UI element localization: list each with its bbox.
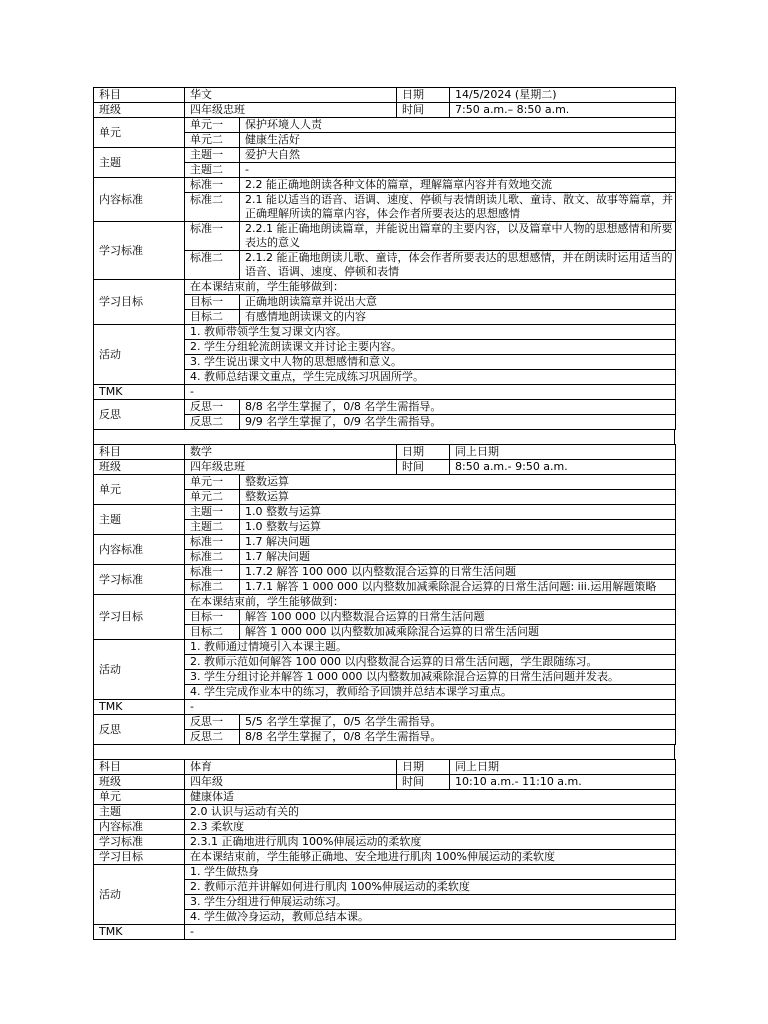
activity-step: 1. 学生做热身	[185, 865, 676, 880]
sub-label: 主题一	[185, 505, 240, 520]
activity-step: 2. 学生分组轮流朗读课文并讨论主要内容。	[185, 340, 676, 355]
sub-label: 标准二	[185, 193, 240, 222]
date-value: 同上日期	[450, 445, 676, 460]
sub-value: 解答 1 000 000 以内整数加减乘除混合运算的日常生活问题	[240, 625, 676, 640]
section-row	[94, 178, 676, 193]
sub-value: 2.2 能正确地朗读各种文体的篇章，理解篇章内容并有效地交流	[240, 178, 676, 193]
section-row	[94, 222, 676, 251]
section-label: 反思	[94, 400, 185, 430]
sub-value: 1.0 整数与运算	[240, 520, 676, 535]
section-row	[94, 595, 676, 610]
section-value: 2.3.1 正确地进行肌肉 100%伸展运动的柔软度	[185, 835, 676, 850]
section-row	[94, 850, 676, 865]
sub-label: 单元一	[185, 475, 240, 490]
section-row	[94, 715, 676, 730]
sub-label: 目标二	[185, 625, 240, 640]
sub-value: 9/9 名学生掌握了，0/9 名学生需指导。	[240, 415, 676, 430]
table-spacer	[93, 745, 675, 759]
date-label: 日期	[397, 88, 450, 103]
sub-label: 反思一	[185, 400, 240, 415]
section-value: 2.0 认识与运动有关的	[185, 805, 676, 820]
sub-label: 主题一	[185, 148, 240, 163]
sub-label: 标准一	[185, 178, 240, 193]
sub-value: 有感情地朗读课文的内容	[240, 310, 676, 325]
lesson-plan-table	[93, 87, 676, 430]
class-label: 班级	[94, 775, 185, 790]
section-value: -	[185, 385, 676, 400]
date-value: 14/5/2024 (星期二)	[450, 88, 676, 103]
section-label: 内容标准	[94, 820, 185, 835]
date-value: 同上日期	[450, 760, 676, 775]
section-label: 活动	[94, 640, 185, 700]
sub-label: 单元二	[185, 133, 240, 148]
sub-label: 标准二	[185, 550, 240, 565]
section-row	[94, 280, 676, 295]
activity-step: 4. 学生完成作业本中的练习，教师给予回馈并总结本课学习重点。	[185, 685, 676, 700]
section-label: 反思	[94, 715, 185, 745]
sub-value: 健康生活好	[240, 133, 676, 148]
subject-value: 体育	[185, 760, 397, 775]
class-value: 四年级	[185, 775, 397, 790]
sub-value: 整数运算	[240, 490, 676, 505]
section-row	[94, 385, 676, 400]
sub-value: 爱护大自然	[240, 148, 676, 163]
header-row	[94, 775, 676, 790]
class-value: 四年级忠班	[185, 460, 397, 475]
sub-value: 2.1 能以适当的语音、语调、速度、停顿与表情朗读儿歌、童诗、散文、故事等篇章，并正确理解所读的篇章内容，体会作者所要表达的思想感情	[240, 193, 676, 222]
time-value: 8:50 a.m.- 9:50 a.m.	[450, 460, 676, 475]
section-label: 活动	[94, 865, 185, 925]
sub-label: 反思二	[185, 415, 240, 430]
header-row	[94, 103, 676, 118]
time-value: 10:10 a.m.- 11:10 a.m.	[450, 775, 676, 790]
section-row	[94, 925, 676, 940]
subject-value: 数学	[185, 445, 397, 460]
objective-intro: 在本课结束前，学生能够做到：	[185, 595, 676, 610]
sub-value: 正确地朗读篇章并说出大意	[240, 295, 676, 310]
activity-row	[94, 865, 676, 880]
section-label: 学习目标	[94, 280, 185, 325]
header-row	[94, 88, 676, 103]
section-row	[94, 475, 676, 490]
class-label: 班级	[94, 103, 185, 118]
section-value: -	[185, 925, 676, 940]
lesson-plan-table	[93, 759, 676, 940]
sub-value: 1.0 整数与运算	[240, 505, 676, 520]
sub-value: 8/8 名学生掌握了，0/8 名学生需指导。	[240, 400, 676, 415]
header-row	[94, 445, 676, 460]
section-row	[94, 148, 676, 163]
sub-label: 标准一	[185, 222, 240, 251]
sub-label: 主题二	[185, 163, 240, 178]
sub-label: 反思一	[185, 715, 240, 730]
section-label: 内容标准	[94, 535, 185, 565]
sub-label: 目标二	[185, 310, 240, 325]
section-label: 主题	[94, 148, 185, 178]
sub-value: 1.7.2 解答 100 000 以内整数混合运算的日常生活问题	[240, 565, 676, 580]
plans-container	[93, 87, 675, 940]
sub-label: 单元一	[185, 118, 240, 133]
section-row	[94, 505, 676, 520]
activity-step: 2. 教师示范如何解答 100 000 以内整数混合运算的日常生活问题，学生跟随练习。	[185, 655, 676, 670]
sub-label: 目标一	[185, 610, 240, 625]
section-label: 单元	[94, 118, 185, 148]
time-value: 7:50 a.m.– 8:50 a.m.	[450, 103, 676, 118]
section-label: TMK	[94, 385, 185, 400]
section-label: 学习目标	[94, 850, 185, 865]
sub-value: 保护环境人人责	[240, 118, 676, 133]
sub-label: 标准二	[185, 580, 240, 595]
time-label: 时间	[397, 103, 450, 118]
class-value: 四年级忠班	[185, 103, 397, 118]
lesson-plan-document	[93, 87, 675, 940]
activity-step: 1. 教师带领学生复习课文内容。	[185, 325, 676, 340]
section-label: 内容标准	[94, 178, 185, 222]
activity-step: 3. 学生说出课文中人物的思想感情和意义。	[185, 355, 676, 370]
date-label: 日期	[397, 445, 450, 460]
section-label: 学习标准	[94, 565, 185, 595]
lesson-plan-table	[93, 444, 676, 745]
sub-value: 2.2.1 能正确地朗读篇章，并能说出篇章的主要内容，以及篇章中人物的思想感情和所要表达的意义	[240, 222, 676, 251]
sub-label: 标准一	[185, 565, 240, 580]
sub-label: 标准二	[185, 251, 240, 280]
activity-step: 1. 教师通过情境引入本课主题。	[185, 640, 676, 655]
activity-row	[94, 325, 676, 340]
header-row	[94, 760, 676, 775]
sub-label: 标准一	[185, 535, 240, 550]
sub-value: -	[240, 163, 676, 178]
date-label: 日期	[397, 760, 450, 775]
section-label: 学习标准	[94, 835, 185, 850]
section-label: 学习标准	[94, 222, 185, 280]
header-row	[94, 460, 676, 475]
activity-row	[94, 640, 676, 655]
activity-step: 2. 教师示范并讲解如何进行肌肉 100%伸展运动的柔软度	[185, 880, 676, 895]
subject-label: 科目	[94, 445, 185, 460]
sub-label: 目标一	[185, 295, 240, 310]
activity-step: 3. 学生分组讨论并解答 1 000 000 以内整数加减乘除混合运算的日常生活问题并发表。	[185, 670, 676, 685]
section-row	[94, 535, 676, 550]
section-row	[94, 820, 676, 835]
sub-value: 解答 100 000 以内整数混合运算的日常生活问题	[240, 610, 676, 625]
sub-label: 主题二	[185, 520, 240, 535]
section-row	[94, 700, 676, 715]
section-row	[94, 118, 676, 133]
activity-step: 4. 学生做冷身运动，教师总结本课。	[185, 910, 676, 925]
sub-value: 1.7 解决问题	[240, 550, 676, 565]
section-label: 主题	[94, 505, 185, 535]
sub-value: 2.1.2 能正确地朗读儿歌、童诗，体会作者所要表达的思想感情，并在朗读时运用适当的语音、语调、速度、停顿和表情	[240, 251, 676, 280]
section-row	[94, 565, 676, 580]
section-label: 活动	[94, 325, 185, 385]
section-row	[94, 790, 676, 805]
sub-value: 1.7.1 解答 1 000 000 以内整数加减乘除混合运算的日常生活问题: iii.运用解题策略	[240, 580, 676, 595]
subject-value: 华文	[185, 88, 397, 103]
subject-label: 科目	[94, 760, 185, 775]
section-row	[94, 400, 676, 415]
section-label: 学习目标	[94, 595, 185, 640]
time-label: 时间	[397, 775, 450, 790]
subject-label: 科目	[94, 88, 185, 103]
sub-label: 反思二	[185, 730, 240, 745]
activity-step: 4. 教师总结课文重点，学生完成练习巩固所学。	[185, 370, 676, 385]
objective-intro: 在本课结束前，学生能够做到：	[185, 280, 676, 295]
sub-value: 整数运算	[240, 475, 676, 490]
time-label: 时间	[397, 460, 450, 475]
sub-label: 单元二	[185, 490, 240, 505]
section-label: 单元	[94, 475, 185, 505]
section-value: 健康体适	[185, 790, 676, 805]
sub-value: 8/8 名学生掌握了，0/8 名学生需指导。	[240, 730, 676, 745]
sub-value: 1.7 解决问题	[240, 535, 676, 550]
sub-value: 5/5 名学生掌握了，0/5 名学生需指导。	[240, 715, 676, 730]
section-label: TMK	[94, 700, 185, 715]
section-row	[94, 805, 676, 820]
table-spacer	[93, 430, 675, 444]
class-label: 班级	[94, 460, 185, 475]
activity-step: 3. 学生分组进行伸展运动练习。	[185, 895, 676, 910]
section-value: 2.3 柔软度	[185, 820, 676, 835]
section-row	[94, 835, 676, 850]
section-label: TMK	[94, 925, 185, 940]
section-label: 主题	[94, 805, 185, 820]
section-label: 单元	[94, 790, 185, 805]
section-value: 在本课结束前，学生能够正确地、安全地进行肌肉 100%伸展运动的柔软度	[185, 850, 676, 865]
section-value: -	[185, 700, 676, 715]
